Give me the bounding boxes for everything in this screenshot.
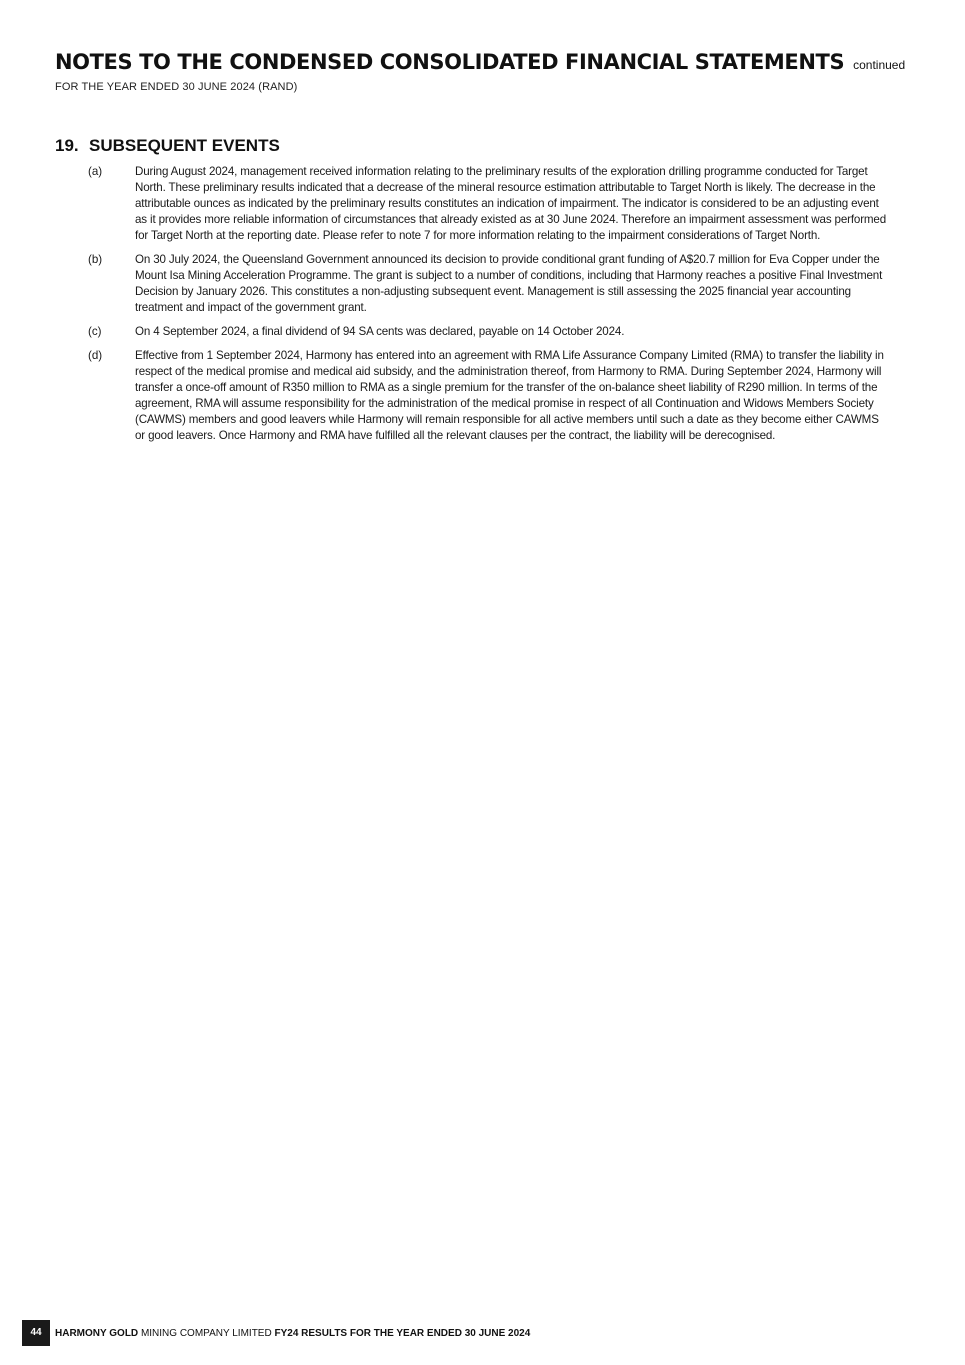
list-item-text: Effective from 1 September 2024, Harmony has entered into an agreement with RMA Life Assurance Company Limited (RMA) to transfer the liability in respect of the medical promise and medical aid subsidy, and the administration thereof, from Harmony to RMA. During September 2024, Harmony will transfer a once-off amount of R350 million to RMA as a single premium for the transfer of the on-balance sheet liability of R290 million. In terms of the agreement, RMA will assume responsibility for the administration of the medical promise in respect of all Continuation and Widows Members Society (CAWMS) members and good leavers while Harmony will remain responsible for all active members until such a date as they become either CAWMS or good leavers. Once Harmony and RMA have fulfilled all the relevant clauses per the contract, the liability will be derecognised. xyxy=(135,349,884,442)
section-title: SUBSEQUENT EVENTS xyxy=(89,136,280,155)
section-number: 19. xyxy=(55,136,79,155)
list-item-label: (c) xyxy=(88,325,102,338)
page-number: 44 xyxy=(22,1320,50,1346)
page-title xyxy=(55,50,935,74)
footer-report-title: FY24 RESULTS FOR THE YEAR ENDED 30 JUNE 2024 xyxy=(274,1327,531,1339)
list-item xyxy=(55,252,890,316)
page-footer xyxy=(22,1320,530,1346)
subsequent-events-section xyxy=(55,136,890,452)
list-item xyxy=(55,164,890,244)
list-item-text: On 30 July 2024, the Queensland Government announced its decision to provide conditional grant funding of A$20.7 million for Eva Copper under the Mount Isa Mining Acceleration Programme. The grant is subject to a number of conditions, including that Harmony reaches a positive Final Investment Decision by January 2026. This constitutes a non-adjusting subsequent event. Management is still assessing the 2025 financial year accounting treatment and impact of the government grant. xyxy=(135,253,883,314)
section-heading xyxy=(55,136,890,156)
list-item xyxy=(55,324,890,340)
page-subtitle: FOR THE YEAR ENDED 30 JUNE 2024 (RAND) xyxy=(55,81,298,93)
footer-company-bold: HARMONY GOLD xyxy=(55,1327,139,1339)
continued-label: continued xyxy=(853,58,906,72)
list-item-label: (d) xyxy=(88,349,103,362)
list-item-text: On 4 September 2024, a final dividend of 94 SA cents was declared, payable on 14 October 2024. xyxy=(135,325,625,338)
list-item-text: During August 2024, management received information relating to the preliminary results of the exploration drilling programme conducted for Target North. These preliminary results indicated that a decrease of the mineral resource estimation attributable to Target North is likely. The decrease in the attributable ounces as indicated by the preliminary results constitutes an indication of impairment. The indicator is considered to be an adjusting event as it provides more reliable information of circumstances that already existed as at 30 June 2024. Therefore an impairment assessment was performed for Target North at the reporting date. Please refer to note 7 for more information relating to the impairment considerations of Target North. xyxy=(135,165,887,242)
list-item-label: (b) xyxy=(88,253,103,266)
list-item xyxy=(55,348,890,444)
page-header xyxy=(55,50,935,93)
footer-company-rest: MINING COMPANY LIMITED xyxy=(140,1327,272,1339)
list-item-label: (a) xyxy=(88,165,103,178)
page-title-text: NOTES TO THE CONDENSED CONSOLIDATED FINANCIAL STATEMENTS xyxy=(55,50,845,74)
footer-text xyxy=(55,1328,530,1339)
